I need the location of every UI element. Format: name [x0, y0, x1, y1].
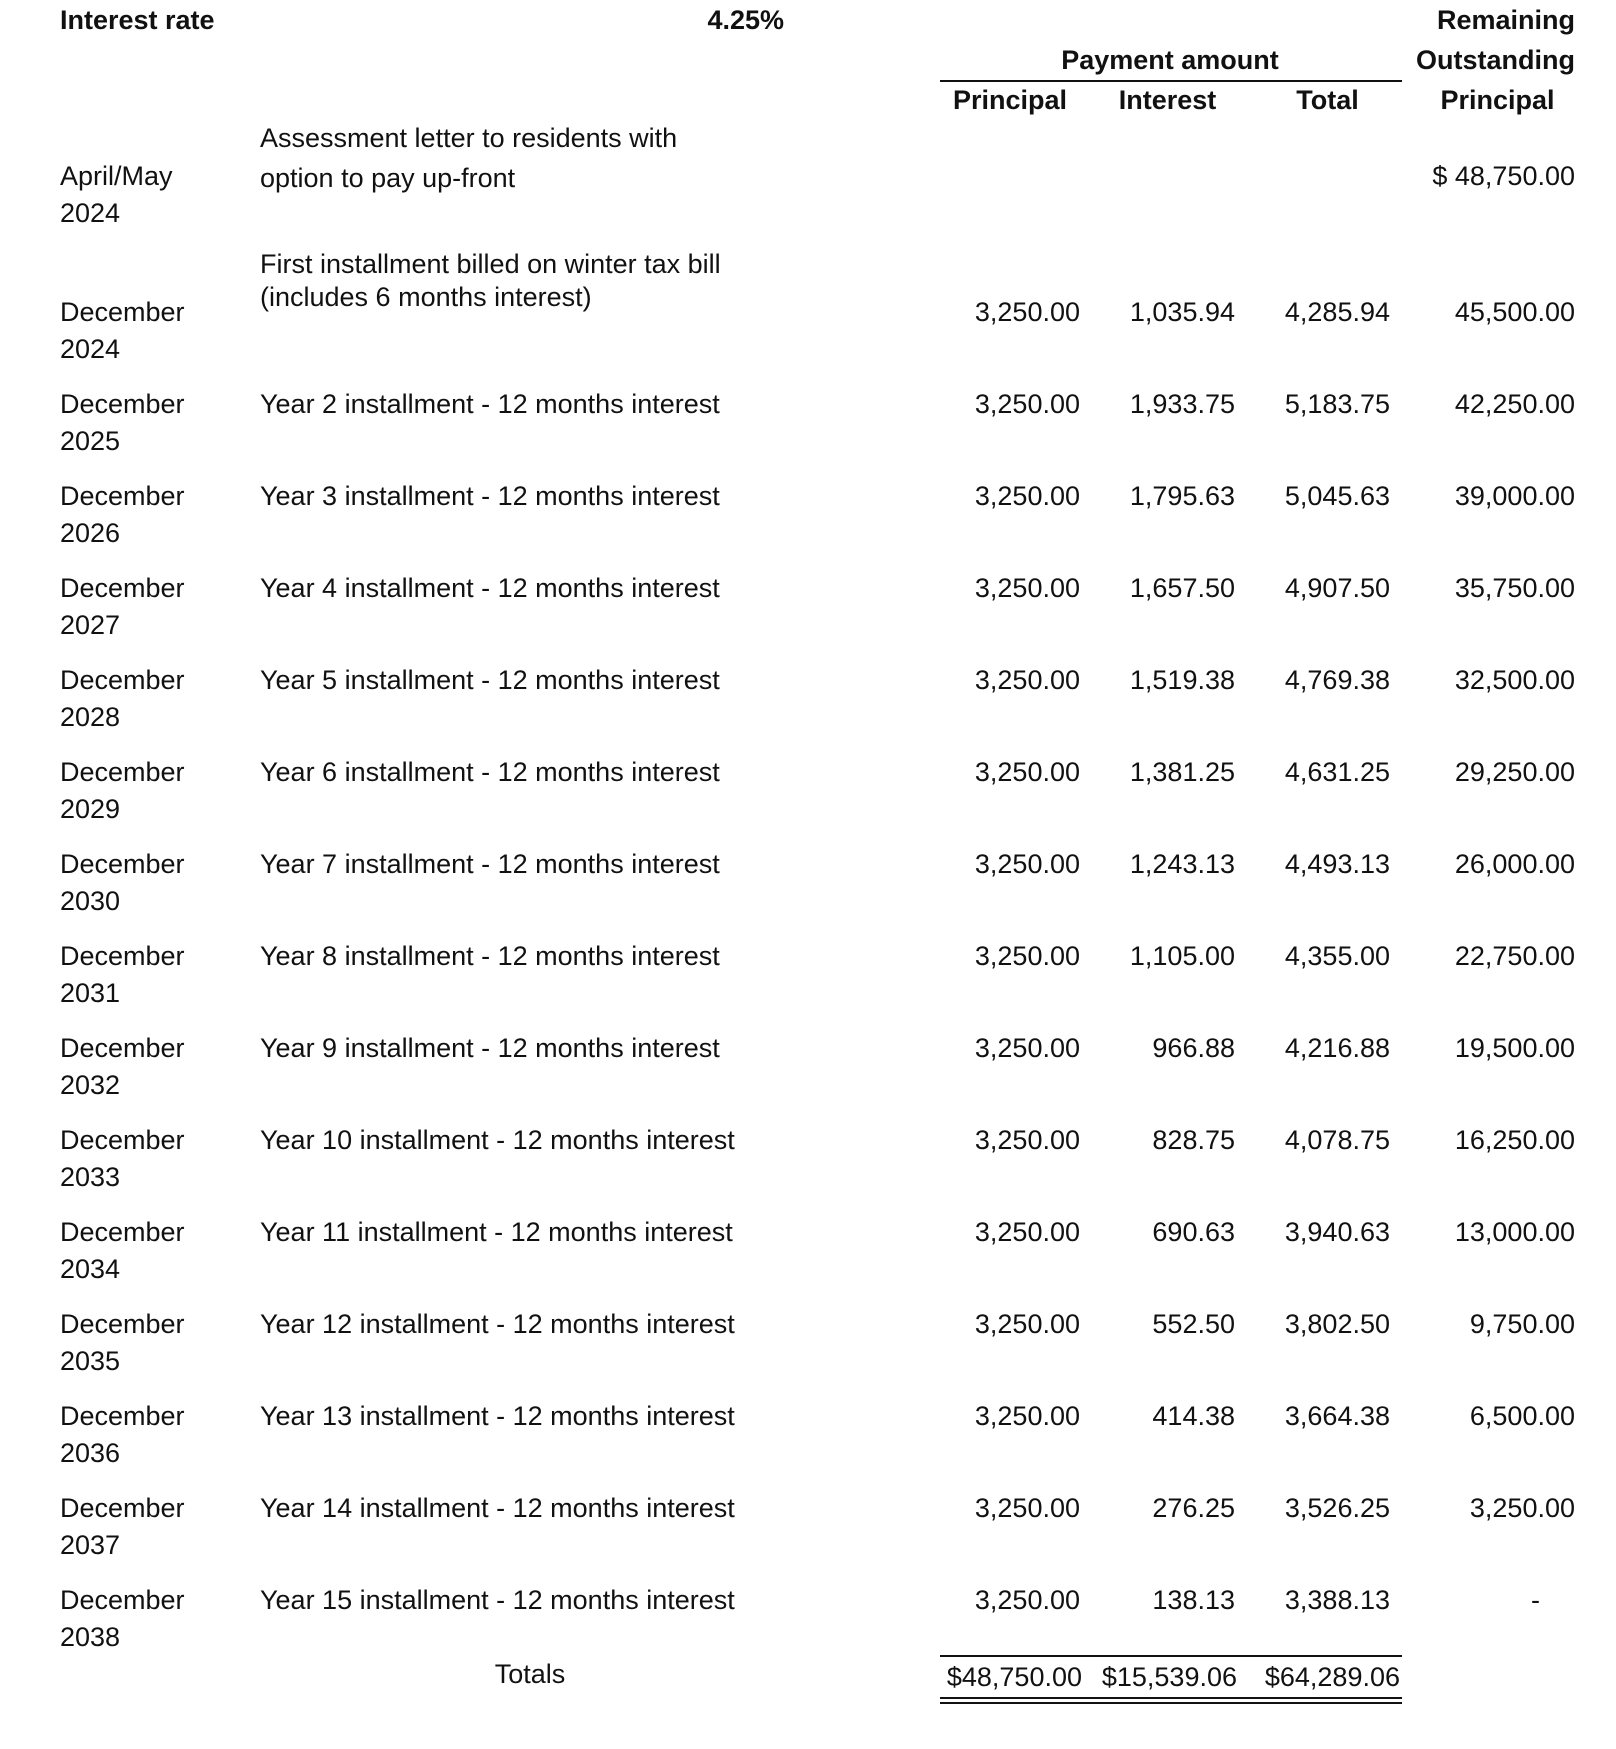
row-interest: 690.63	[1152, 1217, 1235, 1247]
row-total: 4,493.13	[1284, 849, 1390, 879]
row-description: Year 5 installment - 12 months interest	[260, 665, 720, 695]
totals-total: $64,289.06	[1264, 1662, 1400, 1692]
row-principal: 3,250.00	[974, 1585, 1080, 1615]
row-total: 4,631.25	[1284, 757, 1390, 787]
remaining-header-line1: Remaining	[1436, 5, 1575, 35]
table-row	[0, 1398, 1616, 1490]
row-principal: 3,250.00	[974, 573, 1080, 603]
row-principal: 3,250.00	[974, 1309, 1080, 1339]
table-row	[0, 1122, 1616, 1214]
row-principal: 3,250.00	[974, 1401, 1080, 1431]
row-remaining: 19,500.00	[1454, 1033, 1575, 1063]
table-row	[0, 478, 1616, 570]
row-description: Year 13 installment - 12 months interest	[260, 1401, 735, 1431]
row-remaining: 32,500.00	[1454, 665, 1575, 695]
row-description: Year 7 installment - 12 months interest	[260, 849, 720, 879]
row-remaining: 35,750.00	[1454, 573, 1575, 603]
col-header-total: Total	[1296, 85, 1359, 115]
row-interest: 828.75	[1152, 1125, 1235, 1155]
row-month: December	[60, 757, 185, 787]
row-description: Year 3 installment - 12 months interest	[260, 481, 720, 511]
row-total: 5,183.75	[1284, 389, 1390, 419]
row-month: December	[60, 1309, 185, 1339]
row-interest: 1,933.75	[1129, 389, 1235, 419]
row-month: December	[60, 849, 185, 879]
row-description: Year 11 installment - 12 months interest	[260, 1217, 733, 1247]
row-principal: 3,250.00	[974, 941, 1080, 971]
interest-rate-value: 4.25%	[707, 5, 784, 35]
row-interest: 414.38	[1152, 1401, 1235, 1431]
row-month: December	[60, 1125, 185, 1155]
row-total: 4,355.00	[1284, 941, 1390, 971]
row-month: December	[60, 481, 185, 511]
row-year: 2035	[60, 1346, 121, 1376]
row-month: December	[60, 389, 185, 419]
row-remaining: 22,750.00	[1454, 941, 1575, 971]
row-remaining: 39,000.00	[1454, 481, 1575, 511]
row-principal: 3,250.00	[974, 665, 1080, 695]
row-year: 2029	[60, 794, 121, 824]
row-month: December	[60, 1033, 185, 1063]
row-year: 2027	[60, 610, 121, 640]
row-total: 4,769.38	[1284, 665, 1390, 695]
table-row	[0, 754, 1616, 846]
payment-amount-header: Payment amount	[1061, 45, 1279, 75]
row-month: December	[60, 1217, 185, 1247]
row-total: 3,388.13	[1284, 1585, 1390, 1615]
row-description: Year 4 installment - 12 months interest	[260, 573, 720, 603]
row-total: 3,664.38	[1284, 1401, 1390, 1431]
col-header-interest: Interest	[1118, 85, 1217, 115]
row-principal: 3,250.00	[974, 1125, 1080, 1155]
row-total: 4,078.75	[1284, 1125, 1390, 1155]
intro-row	[0, 120, 1616, 230]
intro-date-line2: 2024	[60, 198, 121, 228]
row-total: 3,802.50	[1284, 1309, 1390, 1339]
first-date-line2: 2024	[60, 334, 121, 364]
table-row	[0, 386, 1616, 478]
row-principal: 3,250.00	[974, 1217, 1080, 1247]
row-remaining: 9,750.00	[1469, 1309, 1575, 1339]
row-year: 2028	[60, 702, 121, 732]
intro-desc-line1: Assessment letter to residents with	[260, 123, 678, 153]
row-description: Year 10 installment - 12 months interest	[260, 1125, 735, 1155]
totals-principal: $48,750.00	[946, 1662, 1082, 1692]
row-month: December	[60, 1585, 185, 1615]
row-description: Year 15 installment - 12 months interest	[260, 1585, 735, 1615]
first-principal: 3,250.00	[974, 297, 1080, 327]
row-remaining: 26,000.00	[1454, 849, 1575, 879]
row-remaining: 13,000.00	[1454, 1217, 1575, 1247]
row-principal: 3,250.00	[974, 849, 1080, 879]
row-year: 2036	[60, 1438, 121, 1468]
row-remaining: -	[1531, 1585, 1540, 1615]
row-total: 4,216.88	[1284, 1033, 1390, 1063]
totals-top-rule	[940, 1655, 1402, 1657]
row-year: 2030	[60, 886, 121, 916]
col-header-principal: Principal	[952, 85, 1068, 115]
row-remaining: 42,250.00	[1454, 389, 1575, 419]
row-month: December	[60, 941, 185, 971]
row-principal: 3,250.00	[974, 757, 1080, 787]
first-interest: 1,035.94	[1129, 297, 1235, 327]
row-interest: 966.88	[1152, 1033, 1235, 1063]
intro-remaining: $ 48,750.00	[1432, 161, 1575, 191]
row-year: 2033	[60, 1162, 121, 1192]
intro-date-line1: April/May	[60, 161, 173, 191]
totals-double-rule-2	[940, 1702, 1402, 1704]
row-interest: 138.13	[1152, 1585, 1235, 1615]
row-principal: 3,250.00	[974, 481, 1080, 511]
row-principal: 3,250.00	[974, 1033, 1080, 1063]
table-row	[0, 1490, 1616, 1582]
totals-double-rule-1	[940, 1697, 1402, 1699]
table-row	[0, 846, 1616, 938]
row-year: 2031	[60, 978, 121, 1008]
row-description: Year 2 installment - 12 months interest	[260, 389, 720, 419]
row-total: 3,526.25	[1284, 1493, 1390, 1523]
intro-desc-line2: option to pay up-front	[260, 163, 516, 193]
row-year: 2025	[60, 426, 121, 456]
row-year: 2037	[60, 1530, 121, 1560]
row-month: December	[60, 1493, 185, 1523]
row-month: December	[60, 665, 185, 695]
row-total: 4,907.50	[1284, 573, 1390, 603]
first-total: 4,285.94	[1284, 297, 1390, 327]
totals-label: Totals	[494, 1659, 566, 1689]
row-description: Year 9 installment - 12 months interest	[260, 1033, 720, 1063]
row-interest: 1,795.63	[1129, 481, 1235, 511]
row-description: Year 14 installment - 12 months interest	[260, 1493, 735, 1523]
remaining-header-line2: Outstanding	[1416, 45, 1575, 75]
row-principal: 3,250.00	[974, 1493, 1080, 1523]
row-interest: 1,519.38	[1129, 665, 1235, 695]
totals-interest: $15,539.06	[1101, 1662, 1237, 1692]
row-interest: 1,105.00	[1129, 941, 1235, 971]
first-desc-line2: (includes 6 months interest)	[260, 282, 592, 312]
row-remaining: 3,250.00	[1469, 1493, 1575, 1523]
first-desc-line1: First installment billed on winter tax bill	[260, 249, 721, 279]
row-interest: 276.25	[1152, 1493, 1235, 1523]
first-date-line1: December	[60, 297, 185, 327]
row-remaining: 16,250.00	[1454, 1125, 1575, 1155]
row-interest: 552.50	[1152, 1309, 1235, 1339]
row-total: 3,940.63	[1284, 1217, 1390, 1247]
row-year: 2034	[60, 1254, 121, 1284]
row-interest: 1,657.50	[1129, 573, 1235, 603]
table-row	[0, 1214, 1616, 1306]
row-principal: 3,250.00	[974, 389, 1080, 419]
remaining-header-line3: Principal	[1440, 85, 1555, 115]
table-row	[0, 662, 1616, 754]
row-remaining: 29,250.00	[1454, 757, 1575, 787]
table-row	[0, 938, 1616, 1030]
row-interest: 1,381.25	[1129, 757, 1235, 787]
first-installment-row	[0, 246, 1616, 366]
row-description: Year 12 installment - 12 months interest	[260, 1309, 735, 1339]
interest-rate-label: Interest rate	[60, 5, 215, 35]
table-row	[0, 1306, 1616, 1398]
row-month: December	[60, 573, 185, 603]
row-year: 2026	[60, 518, 121, 548]
row-year: 2032	[60, 1070, 121, 1100]
row-description: Year 8 installment - 12 months interest	[260, 941, 720, 971]
row-total: 5,045.63	[1284, 481, 1390, 511]
row-month: December	[60, 1401, 185, 1431]
table-row	[0, 1030, 1616, 1122]
row-interest: 1,243.13	[1129, 849, 1235, 879]
row-year: 2038	[60, 1622, 121, 1652]
row-remaining: 6,500.00	[1469, 1401, 1575, 1431]
row-description: Year 6 installment - 12 months interest	[260, 757, 720, 787]
table-row	[0, 570, 1616, 662]
first-remaining: 45,500.00	[1454, 297, 1575, 327]
